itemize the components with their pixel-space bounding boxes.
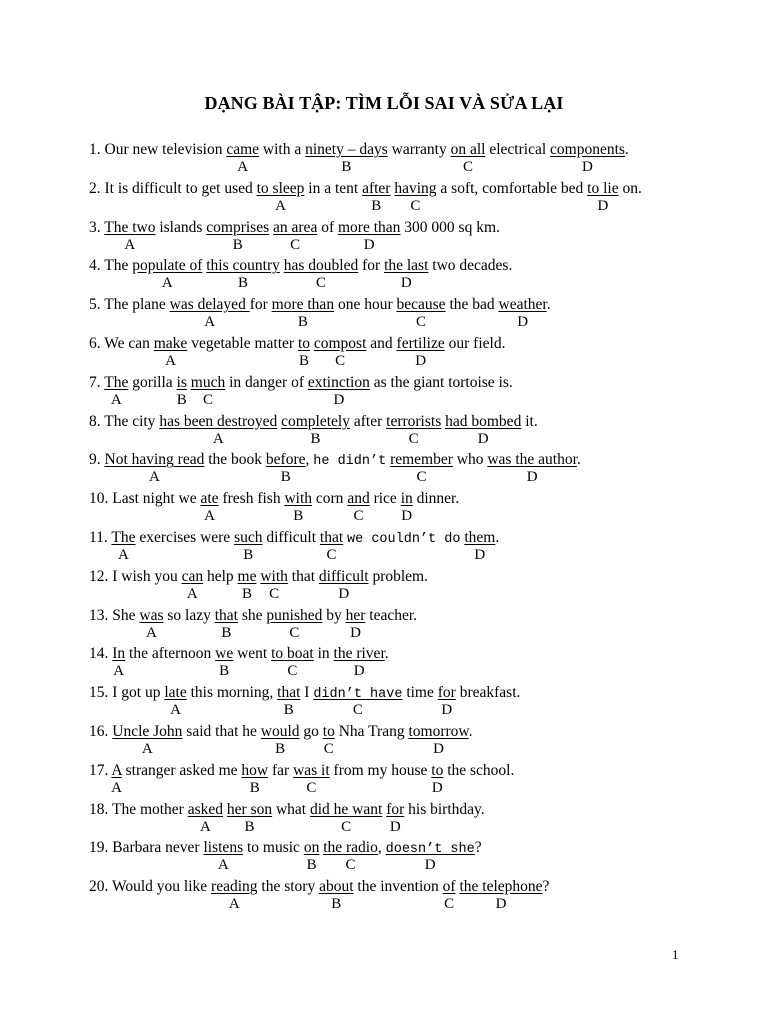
option-letter-c: C (202, 391, 213, 408)
option-letter-c: C (345, 857, 356, 874)
sentence-text: 9. (89, 451, 105, 469)
option-letter-d: D (477, 430, 489, 447)
option-letter-b: B (341, 159, 352, 175)
option-letter-d: D (350, 624, 361, 641)
question-sentence (89, 722, 729, 741)
underlined-option-d: tomorrow (408, 722, 469, 740)
underlined-option-b: is (176, 373, 187, 391)
sentence-text: 14. (89, 645, 113, 663)
option-letter-c: C (315, 275, 326, 292)
option-letter-a: A (161, 275, 173, 292)
underlined-option-d: for (386, 800, 405, 818)
underlined-option-b: with (284, 490, 313, 508)
page-title: DẠNG BÀI TẬP: TÌM LỖI SAI VÀ SỬA LẠI (204, 93, 564, 113)
underlined-option-a: asked (187, 800, 224, 818)
question-sentence (89, 838, 729, 859)
question-sentence (89, 373, 729, 392)
sentence-text: corn (312, 490, 348, 508)
sentence-text: time (402, 684, 438, 702)
question-item (89, 644, 729, 683)
underlined-option-a: late (164, 684, 187, 702)
sentence-text: 11. (89, 528, 112, 546)
underlined-option-b: before (265, 451, 306, 469)
sentence-text: two decades. (428, 257, 513, 275)
underlined-option-a: make (153, 334, 188, 352)
underlined-option-a: to sleep (256, 179, 305, 197)
option-letter-c: C (289, 624, 300, 641)
sentence-text: exercises were (135, 528, 235, 546)
option-letter-d: D (517, 314, 529, 331)
sentence-text: 18. The mother (89, 800, 188, 818)
sentence-text: breakfast. (455, 684, 521, 702)
option-letter-d: D (400, 275, 412, 292)
question-item (89, 722, 729, 761)
option-letter-b: B (249, 779, 260, 796)
sentence-text: 4. The (89, 257, 133, 275)
option-letter-b: B (280, 469, 291, 486)
question-item (89, 295, 729, 334)
sentence-text: , (305, 451, 314, 469)
option-letter-b: B (244, 818, 255, 835)
question-sentence (89, 140, 729, 159)
question-sentence (89, 334, 729, 353)
underlined-option-d: to lie (587, 179, 619, 197)
underlined-option-a: The (111, 528, 136, 546)
option-letter-a: A (146, 624, 157, 641)
sentence-text: on. (618, 179, 642, 197)
underlined-option-d: them (464, 528, 496, 546)
underlined-option-c: because (396, 296, 446, 314)
option-letter-d: D (495, 896, 507, 913)
sentence-text: islands (155, 218, 207, 236)
underlined-option-b: on (303, 839, 320, 857)
sentence-text: from my house (329, 761, 432, 779)
underlined-option-d: the telephone (459, 878, 543, 896)
sentence-text: went (233, 645, 272, 663)
sentence-text: ? (474, 839, 482, 857)
option-letter-a: A (186, 585, 198, 602)
underlined-option-c: having (394, 179, 437, 197)
question-sentence (89, 256, 729, 275)
sentence-text: and (366, 334, 397, 352)
underlined-option-d: fertilize (396, 334, 445, 352)
underlined-option-b: comprises (206, 218, 270, 236)
underlined-option-d: the last (384, 257, 429, 275)
option-letter-d: D (433, 740, 444, 757)
option-letter-a: A (111, 779, 122, 796)
option-letter-d: D (363, 236, 375, 253)
sentence-text: . (468, 722, 473, 740)
sentence-text: as the giant tortoise is. (369, 373, 513, 391)
underlined-option-d: to (431, 761, 444, 779)
underlined-option-c: much (190, 373, 226, 391)
sentence-text: . (495, 528, 500, 546)
option-letter-c: C (290, 236, 301, 253)
underlined-option-a: Not having read (104, 451, 205, 469)
underlined-option-b: this country (206, 257, 280, 275)
sentence-text: our field. (444, 334, 506, 352)
sentence-text: said that he (182, 722, 261, 740)
sentence-text: the invention (353, 878, 443, 896)
option-letter-c: C (416, 469, 427, 486)
underlined-option-c: remember (390, 451, 453, 469)
option-letter-d: D (389, 818, 401, 835)
question-item (89, 489, 729, 528)
sentence-text: what (272, 800, 310, 818)
option-letter-c: C (416, 314, 427, 331)
underlined-option-c: to boat (271, 645, 314, 663)
option-letter-c: C (444, 896, 455, 913)
option-letter-d: D (441, 702, 453, 719)
question-item (89, 412, 729, 451)
option-letter-a: A (275, 197, 286, 214)
underlined-option-b: how (241, 761, 269, 779)
sentence-text: electrical (485, 141, 551, 158)
underlined-option-d: more than (338, 218, 401, 236)
option-letter-a: A (237, 159, 249, 175)
underlined-option-b: would (260, 722, 300, 740)
sentence-text: 6. We can (89, 334, 154, 352)
question-sentence (89, 218, 729, 237)
option-letter-d: D (333, 391, 345, 408)
option-letter-b: B (238, 275, 249, 292)
question-sentence (89, 606, 729, 625)
sentence-text: to music (243, 839, 304, 857)
underlined-option-c: has doubled (283, 257, 359, 275)
sentence-text: who (452, 451, 488, 469)
underlined-option-c: didn’t have (313, 687, 403, 703)
option-letter-b: B (306, 857, 317, 874)
option-letter-a: A (212, 430, 224, 447)
option-letter-d: D (415, 352, 427, 369)
option-letter-a: A (204, 508, 215, 525)
underlined-option-d: for (437, 684, 456, 702)
sentence-text: 12. I wish you (89, 567, 182, 585)
underlined-option-a: Uncle John (112, 722, 183, 740)
sentence-text: one hour (334, 296, 397, 314)
question-item (89, 683, 729, 722)
sentence-text: in danger of (225, 373, 308, 391)
sentence-text: 2. It is difficult to get used (89, 179, 257, 197)
option-letter-c: C (323, 740, 334, 757)
underlined-option-a: The two (104, 218, 156, 236)
sentence-text: the school. (443, 761, 515, 779)
underlined-option-b: her son (226, 800, 273, 818)
sentence-text: the story (257, 878, 320, 896)
underlined-option-a: listens (203, 839, 244, 857)
underlined-option-d: in (400, 490, 413, 508)
sentence-text: 5. The plane (89, 296, 170, 314)
underlined-option-d: difficult (318, 567, 369, 585)
sentence-text: 15. I got up (89, 684, 165, 702)
sentence-text: vegetable matter (187, 334, 298, 352)
option-letter-a: A (199, 818, 211, 835)
underlined-option-b: about (319, 878, 354, 896)
sentence-text: . (576, 451, 581, 469)
underlined-option-d: doesn’t she (385, 842, 475, 858)
sentence-text: after (350, 412, 387, 430)
underlined-option-a: A (111, 761, 122, 779)
sentence-text: warranty (387, 141, 451, 158)
question-sentence (89, 450, 729, 471)
underlined-option-c: compost (313, 334, 367, 352)
question-item (89, 761, 729, 800)
sentence-text: of (317, 218, 338, 236)
underlined-option-b: that (277, 684, 301, 702)
option-letter-a: A (228, 896, 240, 913)
option-letter-b: B (275, 740, 286, 757)
underlined-option-c: to (322, 722, 335, 740)
sentence-text: . (624, 141, 629, 158)
question-sentence (89, 412, 729, 431)
question-item (89, 256, 729, 295)
question-item (89, 838, 729, 877)
option-letter-c: C (341, 818, 352, 835)
sentence-text: this morning, (186, 684, 278, 702)
underlined-option-d: extinction (307, 373, 370, 391)
option-letter-b: B (243, 546, 254, 563)
sentence-text: go (299, 722, 323, 740)
underlined-option-c: that (319, 528, 344, 546)
sentence-text: the bad (445, 296, 499, 314)
option-letter-b: B (371, 197, 382, 214)
underlined-option-b: completely (281, 412, 350, 430)
option-letter-a: A (124, 236, 136, 253)
underlined-option-c: and (347, 490, 370, 508)
sentence-text: teacher. (365, 606, 418, 624)
question-sentence (89, 567, 729, 586)
sentence-text: by (322, 606, 346, 624)
underlined-option-c: terrorists (386, 412, 442, 430)
option-letter-b: B (293, 508, 304, 525)
sentence-text: I (300, 684, 314, 702)
underlined-option-c: the radio (323, 839, 378, 857)
underlined-option-a: ate (200, 490, 219, 508)
question-sentence (89, 489, 729, 508)
sentence-text: problem. (368, 567, 428, 585)
option-letter-b: B (298, 352, 309, 369)
question-sentence (89, 877, 729, 896)
sentence-text: 7. (89, 373, 105, 391)
underlined-option-a: has been destroyed (159, 412, 278, 430)
underlined-option-c: of (442, 878, 456, 896)
sentence-text: 3. (89, 218, 105, 236)
sentence-text: 13. She (89, 606, 140, 624)
underlined-option-a: can (181, 567, 204, 585)
sentence-text: 16. (89, 722, 113, 740)
sentence-text: fresh fish (218, 490, 285, 508)
option-letter-b: B (331, 896, 342, 913)
sentence-text: 19. Barbara never (89, 839, 204, 857)
option-letter-a: A (165, 352, 176, 369)
sentence-text: we couldn’t do (347, 531, 461, 547)
sentence-text: Nha Trang (334, 722, 409, 740)
option-letter-b: B (297, 314, 308, 331)
sentence-text: so lazy (163, 606, 215, 624)
sentence-text: rice (369, 490, 401, 508)
underlined-option-d: components (550, 141, 625, 158)
option-letter-b: B (310, 430, 321, 447)
sentence-text: dinner. (412, 490, 460, 508)
sentence-text: help (203, 567, 238, 585)
underlined-option-c: punished (266, 606, 323, 624)
option-letter-a: A (110, 391, 122, 408)
underlined-option-a: was (139, 606, 164, 624)
underlined-option-a: came (226, 141, 260, 158)
option-letter-b: B (283, 702, 294, 719)
question-sentence (89, 295, 729, 314)
underlined-option-c: an area (273, 218, 318, 236)
sentence-text: the afternoon (125, 645, 216, 663)
sentence-text: 8. The city (89, 412, 160, 430)
underlined-option-d: the river (333, 645, 385, 663)
underlined-option-b: ninety – days (305, 141, 388, 158)
option-letter-d: D (597, 197, 609, 214)
underlined-option-b: after (362, 179, 391, 197)
underlined-option-d: her (345, 606, 366, 624)
option-letter-c: C (287, 663, 298, 680)
underlined-option-c: on all (450, 141, 486, 158)
underlined-option-a: The (104, 373, 129, 391)
option-letter-d: D (582, 159, 593, 175)
underlined-option-b: me (237, 567, 257, 585)
question-sentence (89, 644, 729, 663)
underlined-option-c: did he want (310, 800, 383, 818)
sentence-text: for (249, 296, 272, 314)
underlined-option-a: In (112, 645, 126, 663)
question-sentence (89, 179, 729, 198)
option-letter-c: C (353, 508, 364, 525)
sentence-text: she (237, 606, 267, 624)
question-sentence (89, 683, 729, 704)
sentence-text: stranger asked me (121, 761, 242, 779)
option-letter-c: C (408, 430, 419, 447)
option-letter-c: C (306, 779, 317, 796)
sentence-text: 1. Our new television (89, 141, 227, 158)
option-letter-d: D (424, 857, 436, 874)
sentence-text: his birthday. (404, 800, 485, 818)
sentence-text: ? (542, 878, 550, 896)
sentence-text: far (268, 761, 294, 779)
underlined-option-b: more than (271, 296, 335, 314)
question-item (89, 140, 729, 179)
underlined-option-a: was delayed (169, 296, 250, 314)
sentence-text: difficult (262, 528, 320, 546)
question-item (89, 450, 729, 489)
question-sentence (89, 761, 729, 780)
question-item (89, 218, 729, 257)
question-sentence (89, 800, 729, 819)
sentence-text: in (313, 645, 334, 663)
question-item (89, 877, 729, 916)
question-item (89, 373, 729, 412)
underlined-option-b: that (214, 606, 238, 624)
option-letter-b: B (219, 663, 230, 680)
option-letter-b: B (176, 391, 187, 408)
option-letter-a: A (149, 469, 160, 486)
question-item (89, 179, 729, 218)
question-item (89, 567, 729, 606)
option-letter-d: D (338, 585, 350, 602)
underlined-option-b: such (234, 528, 263, 546)
sentence-text: it. (521, 412, 538, 430)
sentence-text: gorilla (128, 373, 177, 391)
sentence-text: in a tent (304, 179, 363, 197)
page-number: 1 (672, 947, 679, 962)
option-letter-a: A (141, 740, 153, 757)
question-list (89, 140, 729, 916)
underlined-option-d: had bombed (445, 412, 522, 430)
sentence-text: a soft, comfortable bed (436, 179, 588, 197)
sentence-text: 17. (89, 761, 112, 779)
option-letter-c: C (352, 702, 363, 719)
option-letter-c: C (326, 546, 337, 563)
option-letter-b: B (232, 236, 243, 253)
sentence-text: , (377, 839, 386, 857)
option-letter-c: C (463, 159, 474, 175)
option-letter-a: A (113, 663, 125, 680)
sentence-text: 10. Last night we (89, 490, 201, 508)
option-letter-b: B (241, 585, 252, 602)
option-letter-a: A (118, 546, 129, 563)
question-item (89, 800, 729, 839)
sentence-text: . (546, 296, 551, 314)
sentence-text: that (287, 567, 319, 585)
question-sentence (89, 528, 729, 549)
option-letter-a: A (217, 857, 229, 874)
option-letter-c: C (335, 352, 346, 369)
question-item (89, 334, 729, 373)
option-letter-d: D (526, 469, 538, 486)
option-letter-c: C (269, 585, 280, 602)
sentence-text: . (384, 645, 389, 663)
option-letter-a: A (204, 314, 216, 331)
underlined-option-b: to (297, 334, 310, 352)
underlined-option-c: was it (293, 761, 330, 779)
underlined-option-c: with (260, 567, 288, 585)
question-item (89, 528, 729, 567)
underlined-option-a: reading (211, 878, 258, 896)
underlined-option-d: was the author (487, 451, 577, 469)
sentence-text: for (358, 257, 385, 275)
option-letter-b: B (221, 624, 232, 641)
option-letter-a: A (170, 702, 181, 719)
option-letter-d: D (474, 546, 486, 563)
option-letter-d: D (353, 663, 365, 680)
underlined-option-b: we (215, 645, 234, 663)
option-letter-c: C (410, 197, 421, 214)
sentence-text: 300 000 sq km. (400, 218, 500, 236)
underlined-option-a: populate of (132, 257, 203, 275)
sentence-text: with a (259, 141, 306, 158)
underlined-option-d: weather (498, 296, 547, 314)
sentence-text: 20. Would you like (89, 878, 212, 896)
option-letter-d: D (431, 779, 443, 796)
sentence-text: the book (204, 451, 266, 469)
option-letter-d: D (401, 508, 413, 525)
sentence-text: he didn’t (313, 454, 387, 470)
question-item (89, 606, 729, 645)
